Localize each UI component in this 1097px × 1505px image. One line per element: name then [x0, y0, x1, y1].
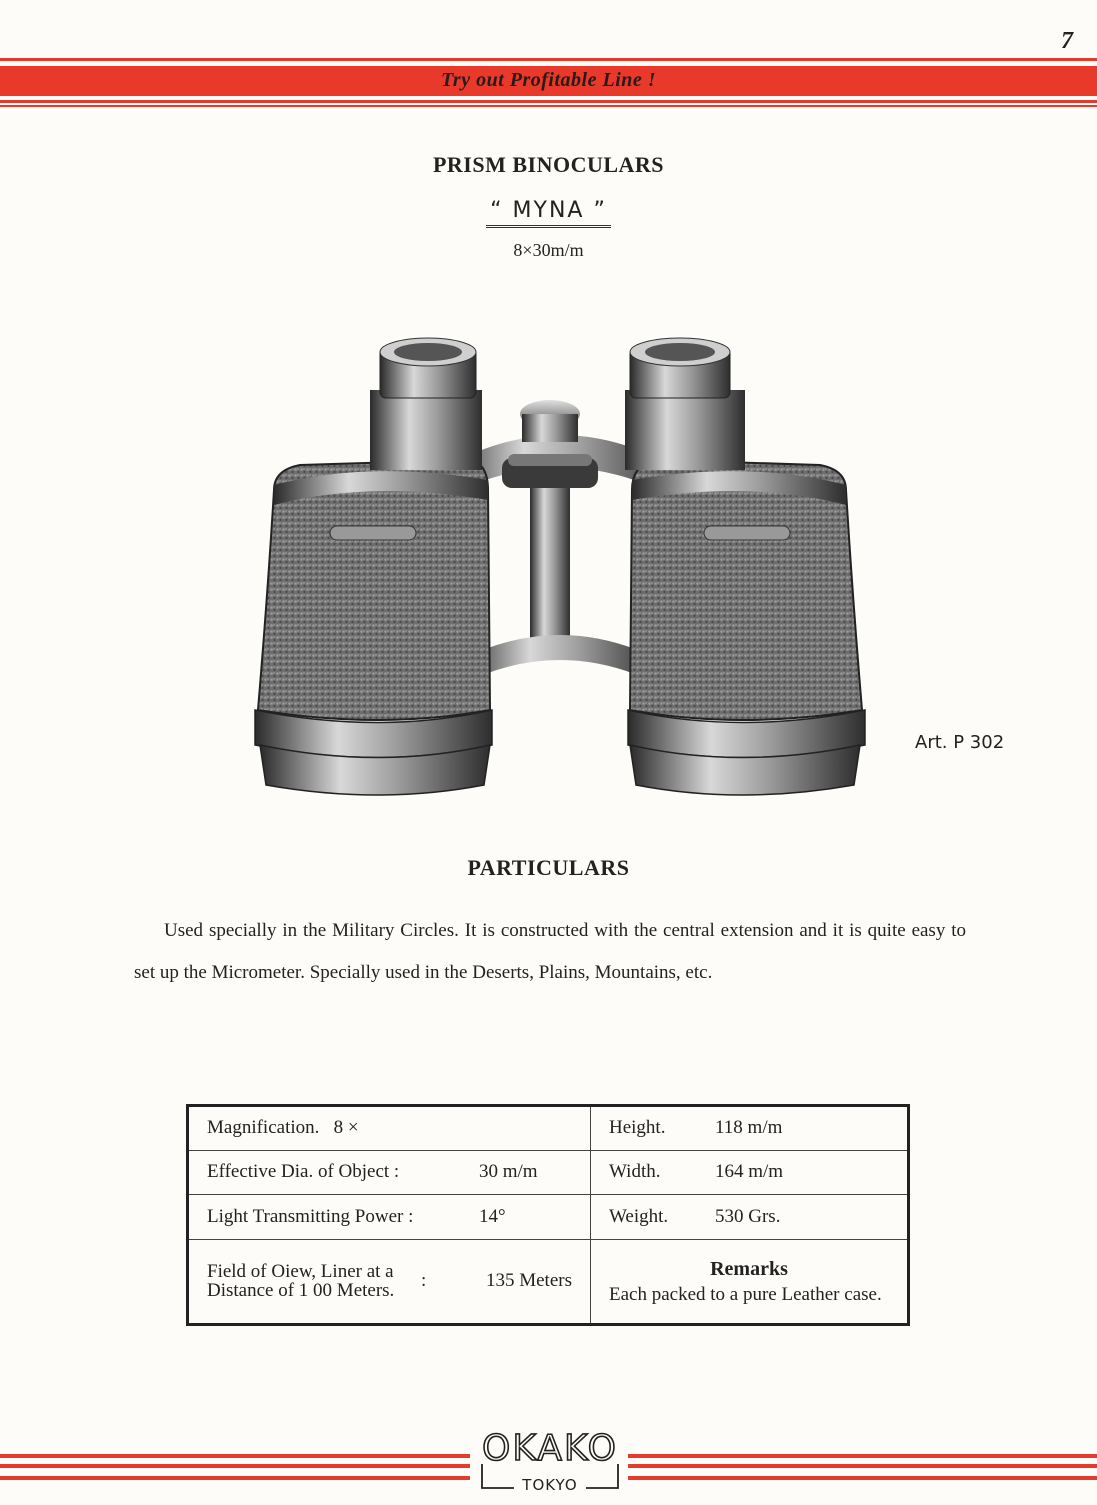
- top-red-band: [0, 58, 1097, 108]
- remarks-cell: [591, 1239, 909, 1324]
- remarks-title: Remarks: [710, 1258, 788, 1281]
- height-value: 118 m/m: [715, 1117, 783, 1139]
- height-label: Height.: [609, 1117, 666, 1139]
- weight-label: Weight.: [609, 1206, 669, 1228]
- article-number: Art. P 302: [915, 732, 1005, 753]
- light-label: Light Transmitting Power :: [207, 1206, 414, 1228]
- model-name: [0, 198, 1097, 228]
- height-cell: [591, 1106, 909, 1151]
- field-label: Field of Oiew, Liner at a Distance of 1 00 Meters.: [207, 1261, 395, 1302]
- field-value: 135 Meters: [485, 1270, 572, 1292]
- width-label: Width.: [609, 1161, 661, 1183]
- binoculars-photo: [240, 330, 880, 810]
- okako-logo: [474, 1424, 626, 1494]
- magnification-label: Magnification.: [207, 1117, 320, 1139]
- spec-table: [186, 1104, 910, 1326]
- tagline: Try out Profitable Line !: [440, 69, 657, 91]
- page-title: PRISM BINOCULARS: [432, 152, 665, 177]
- page-number: 7: [1061, 28, 1073, 54]
- model-size: 8×30m/m: [513, 240, 584, 260]
- weight-cell: [591, 1195, 909, 1240]
- model-name-text: “ MYNA ”: [486, 198, 611, 228]
- magnification-value: 8 ×: [333, 1117, 359, 1139]
- description: [134, 910, 966, 994]
- description-text: Used specially in the Military Circles. It is constructed with the central extension and it is quite easy to set up the Micrometer. Specially used in the Deserts, Plains, Mountains, etc.: [134, 920, 966, 983]
- magnification-cell: [188, 1106, 591, 1151]
- field-colon: :: [421, 1270, 427, 1292]
- effective-cell: [188, 1150, 591, 1195]
- effective-value: 30 m/m: [479, 1161, 538, 1183]
- weight-value: 530 Grs.: [715, 1206, 781, 1228]
- width-value: 164 m/m: [715, 1161, 784, 1183]
- particulars-heading: PARTICULARS: [467, 855, 630, 880]
- field-cell: [188, 1239, 591, 1324]
- logo-city: TOKYO: [522, 1476, 578, 1494]
- light-value: 14°: [479, 1206, 506, 1228]
- effective-label: Effective Dia. of Object :: [207, 1161, 400, 1183]
- remarks-text: Each packed to a pure Leather case.: [609, 1284, 882, 1306]
- width-cell: [591, 1150, 909, 1195]
- logo-brand: OKAKO: [482, 1428, 618, 1469]
- light-cell: [188, 1195, 591, 1240]
